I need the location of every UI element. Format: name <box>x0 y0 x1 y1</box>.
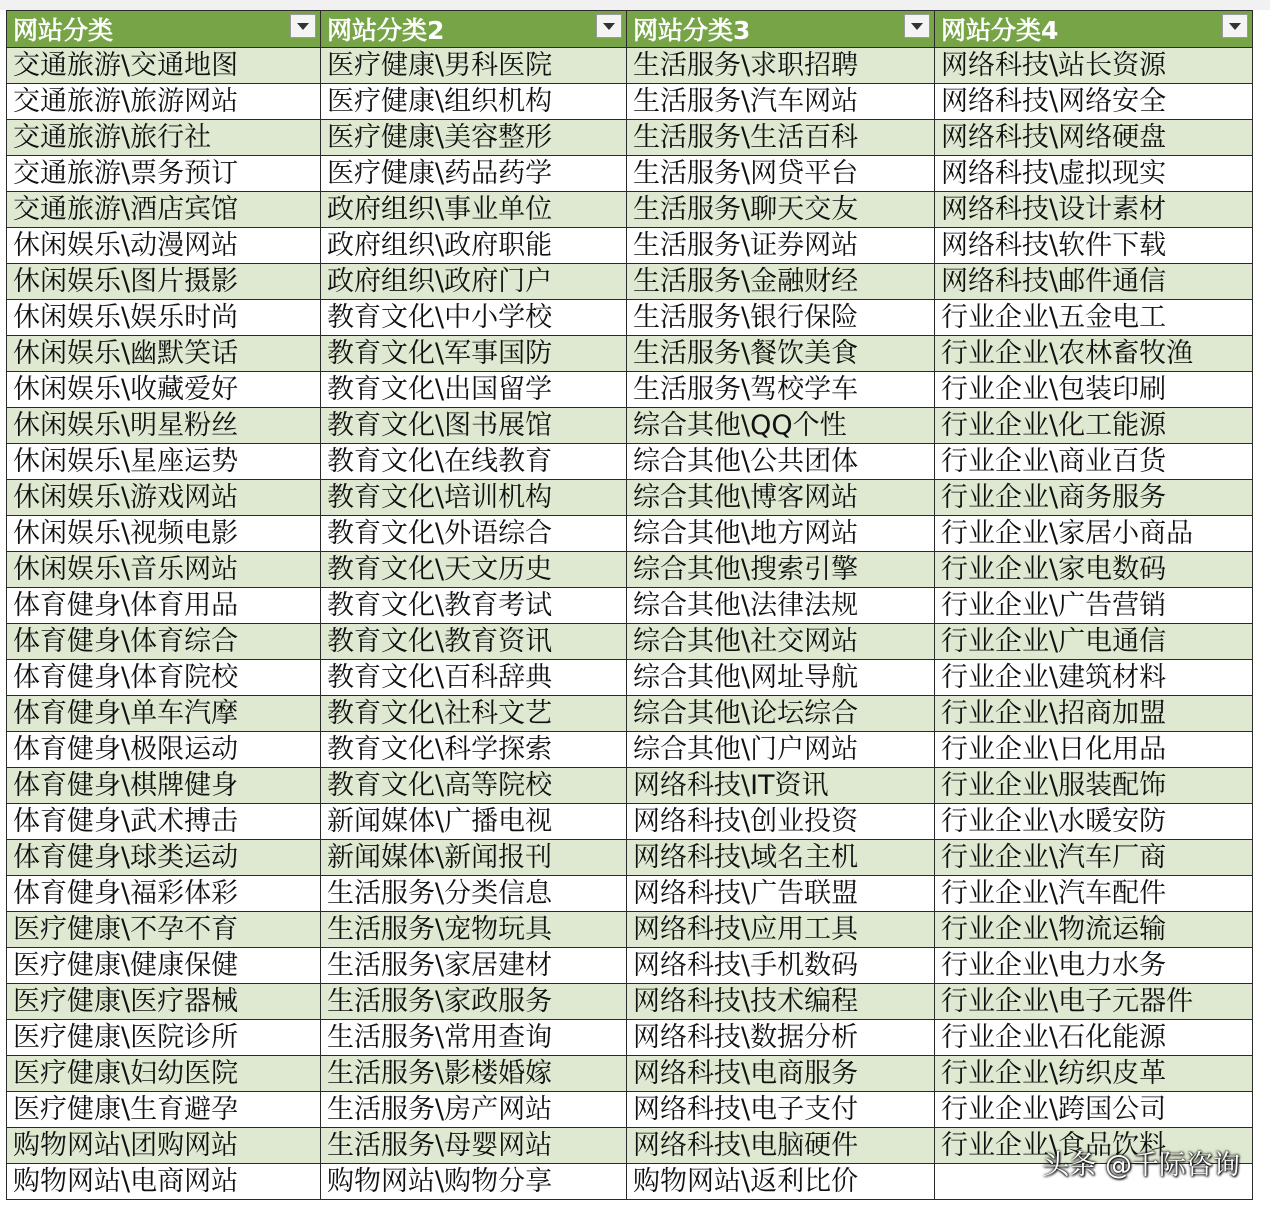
table-cell[interactable]: 综合其他\公共团体 <box>627 444 935 480</box>
table-cell[interactable]: 教育文化\外语综合 <box>321 516 627 552</box>
table-cell[interactable]: 医疗健康\药品药学 <box>321 156 627 192</box>
table-cell[interactable]: 行业企业\日化用品 <box>935 732 1253 768</box>
table-cell[interactable]: 综合其他\QQ个性 <box>627 408 935 444</box>
table-cell[interactable]: 行业企业\电子元器件 <box>935 984 1253 1020</box>
table-row <box>7 516 1253 552</box>
table-cell[interactable]: 交通旅游\旅行社 <box>7 120 321 156</box>
table-cell[interactable]: 医疗健康\生育避孕 <box>7 1092 321 1128</box>
table-cell[interactable]: 网络科技\电商服务 <box>627 1056 935 1092</box>
table-cell[interactable]: 综合其他\博客网站 <box>627 480 935 516</box>
table-cell[interactable]: 休闲娱乐\视频电影 <box>7 516 321 552</box>
table-cell[interactable]: 教育文化\教育考试 <box>321 588 627 624</box>
table-row <box>7 588 1253 624</box>
table-cell[interactable]: 政府组织\事业单位 <box>321 192 627 228</box>
table-cell[interactable]: 体育健身\极限运动 <box>7 732 321 768</box>
table-cell[interactable]: 交通旅游\交通地图 <box>7 48 321 84</box>
table-cell[interactable]: 网络科技\广告联盟 <box>627 876 935 912</box>
table-cell[interactable]: 教育文化\中小学校 <box>321 300 627 336</box>
table-cell[interactable]: 网络科技\应用工具 <box>627 912 935 948</box>
table-row <box>7 552 1253 588</box>
table-row <box>7 444 1253 480</box>
table-row <box>7 840 1253 876</box>
table-cell[interactable]: 行业企业\化工能源 <box>935 408 1253 444</box>
table-cell[interactable]: 网络科技\电脑硬件 <box>627 1128 935 1164</box>
table-cell[interactable]: 行业企业\商业百货 <box>935 444 1253 480</box>
table-cell[interactable]: 网络科技\数据分析 <box>627 1020 935 1056</box>
table-cell[interactable]: 生活服务\银行保险 <box>627 300 935 336</box>
table-row <box>7 48 1253 84</box>
chevron-down-icon <box>911 23 923 30</box>
table-cell[interactable]: 行业企业\纺织皮革 <box>935 1056 1253 1092</box>
table-row <box>7 1092 1253 1128</box>
header-cell-1 <box>7 11 321 48</box>
table-cell[interactable]: 休闲娱乐\幽默笑话 <box>7 336 321 372</box>
table-cell[interactable]: 综合其他\网址导航 <box>627 660 935 696</box>
filter-dropdown-button[interactable] <box>290 14 316 38</box>
table-cell[interactable]: 行业企业\广电通信 <box>935 624 1253 660</box>
table-cell[interactable]: 医疗健康\男科医院 <box>321 48 627 84</box>
table-cell[interactable]: 生活服务\证券网站 <box>627 228 935 264</box>
table-cell[interactable]: 网络科技\技术编程 <box>627 984 935 1020</box>
table-cell[interactable]: 行业企业\广告营销 <box>935 588 1253 624</box>
table-row <box>7 84 1253 120</box>
table-cell[interactable]: 生活服务\宠物玩具 <box>321 912 627 948</box>
category-table <box>6 10 1253 1200</box>
table-cell[interactable]: 综合其他\地方网站 <box>627 516 935 552</box>
table-row <box>7 1056 1253 1092</box>
header-cell-4 <box>935 11 1253 48</box>
table-cell[interactable]: 生活服务\汽车网站 <box>627 84 935 120</box>
table-cell[interactable]: 体育健身\福彩体彩 <box>7 876 321 912</box>
table-cell[interactable]: 网络科技\电子支付 <box>627 1092 935 1128</box>
table-cell[interactable]: 购物网站\返利比价 <box>627 1164 935 1200</box>
table-cell[interactable]: 体育健身\单车汽摩 <box>7 696 321 732</box>
table-cell[interactable]: 生活服务\驾校学车 <box>627 372 935 408</box>
table-cell[interactable]: 教育文化\高等院校 <box>321 768 627 804</box>
table-cell[interactable]: 生活服务\求职招聘 <box>627 48 935 84</box>
table-cell[interactable]: 行业企业\跨国公司 <box>935 1092 1253 1128</box>
table-body <box>7 48 1253 1200</box>
table-cell[interactable]: 医疗健康\美容整形 <box>321 120 627 156</box>
table-cell[interactable]: 医疗健康\健康保健 <box>7 948 321 984</box>
table-cell[interactable]: 体育健身\球类运动 <box>7 840 321 876</box>
table-cell[interactable]: 休闲娱乐\动漫网站 <box>7 228 321 264</box>
table-row <box>7 372 1253 408</box>
table-row <box>7 120 1253 156</box>
table-cell[interactable]: 休闲娱乐\明星粉丝 <box>7 408 321 444</box>
table-cell[interactable]: 行业企业\电力水务 <box>935 948 1253 984</box>
table-cell[interactable]: 新闻媒体\广播电视 <box>321 804 627 840</box>
table-row <box>7 264 1253 300</box>
header-label: 网站分类2 <box>327 16 445 45</box>
table-cell[interactable]: 体育健身\体育综合 <box>7 624 321 660</box>
table-cell[interactable]: 网络科技\设计素材 <box>935 192 1253 228</box>
table-cell[interactable]: 医疗健康\妇幼医院 <box>7 1056 321 1092</box>
filter-dropdown-button[interactable] <box>596 14 622 38</box>
table-cell[interactable]: 医疗健康\医疗器械 <box>7 984 321 1020</box>
table-cell[interactable]: 生活服务\餐饮美食 <box>627 336 935 372</box>
watermark-text: 头条 @千际咨询 <box>1042 1150 1240 1181</box>
filter-dropdown-button[interactable] <box>1222 14 1248 38</box>
table-row <box>7 1020 1253 1056</box>
table-cell[interactable]: 教育文化\在线教育 <box>321 444 627 480</box>
table-cell[interactable]: 综合其他\搜索引擎 <box>627 552 935 588</box>
table-cell[interactable]: 行业企业\水暖安防 <box>935 804 1253 840</box>
table-cell[interactable]: 综合其他\论坛综合 <box>627 696 935 732</box>
table-cell[interactable]: 体育健身\体育院校 <box>7 660 321 696</box>
table-cell[interactable]: 网络科技\手机数码 <box>627 948 935 984</box>
table-row <box>7 696 1253 732</box>
table-cell[interactable]: 教育文化\军事国防 <box>321 336 627 372</box>
table-cell[interactable]: 交通旅游\票务预订 <box>7 156 321 192</box>
table-cell[interactable]: 行业企业\食品饮料 <box>935 1128 1253 1164</box>
table-cell[interactable]: 休闲娱乐\星座运势 <box>7 444 321 480</box>
table-cell[interactable]: 教育文化\天文历史 <box>321 552 627 588</box>
filter-dropdown-button[interactable] <box>904 14 930 38</box>
table-row <box>7 804 1253 840</box>
table-cell[interactable]: 教育文化\图书展馆 <box>321 408 627 444</box>
table-cell[interactable]: 生活服务\网贷平台 <box>627 156 935 192</box>
table-cell[interactable]: 休闲娱乐\音乐网站 <box>7 552 321 588</box>
table-cell[interactable]: 网络科技\IT资讯 <box>627 768 935 804</box>
table-row <box>7 408 1253 444</box>
table-cell[interactable]: 综合其他\社交网站 <box>627 624 935 660</box>
table-row <box>7 912 1253 948</box>
table-row <box>7 192 1253 228</box>
header-cell-3 <box>627 11 935 48</box>
table-cell[interactable]: 医疗健康\不孕不育 <box>7 912 321 948</box>
table-cell[interactable]: 行业企业\农林畜牧渔 <box>935 336 1253 372</box>
table-cell[interactable]: 生活服务\常用查询 <box>321 1020 627 1056</box>
header-label: 网站分类 <box>13 16 114 45</box>
table-cell[interactable]: 休闲娱乐\图片摄影 <box>7 264 321 300</box>
header-label: 网站分类4 <box>941 16 1059 45</box>
table-cell[interactable]: 教育文化\社科文艺 <box>321 696 627 732</box>
header-row <box>7 11 1253 48</box>
table-cell[interactable]: 网络科技\网络安全 <box>935 84 1253 120</box>
table-cell[interactable]: 休闲娱乐\娱乐时尚 <box>7 300 321 336</box>
chevron-down-icon <box>603 23 615 30</box>
table-cell[interactable]: 政府组织\政府门户 <box>321 264 627 300</box>
table-cell[interactable]: 网络科技\软件下载 <box>935 228 1253 264</box>
table-row <box>7 300 1253 336</box>
table-cell[interactable]: 交通旅游\旅游网站 <box>7 84 321 120</box>
table-cell[interactable]: 行业企业\商务服务 <box>935 480 1253 516</box>
table-cell[interactable]: 行业企业\招商加盟 <box>935 696 1253 732</box>
table-cell[interactable]: 体育健身\体育用品 <box>7 588 321 624</box>
table-cell[interactable]: 休闲娱乐\游戏网站 <box>7 480 321 516</box>
table-row <box>7 984 1253 1020</box>
table-cell[interactable]: 生活服务\生活百科 <box>627 120 935 156</box>
table-row <box>7 660 1253 696</box>
table-cell[interactable]: 行业企业\汽车配件 <box>935 876 1253 912</box>
table-cell[interactable]: 综合其他\法律法规 <box>627 588 935 624</box>
sheet-top-strip <box>0 0 1270 10</box>
table-cell[interactable]: 行业企业\石化能源 <box>935 1020 1253 1056</box>
table-cell[interactable]: 行业企业\五金电工 <box>935 300 1253 336</box>
table-row <box>7 768 1253 804</box>
table-cell[interactable]: 行业企业\服装配饰 <box>935 768 1253 804</box>
table-cell[interactable]: 教育文化\培训机构 <box>321 480 627 516</box>
table-cell[interactable]: 行业企业\家电数码 <box>935 552 1253 588</box>
table-cell[interactable]: 生活服务\家居建材 <box>321 948 627 984</box>
table-cell[interactable]: 网络科技\域名主机 <box>627 840 935 876</box>
table-cell[interactable]: 购物网站\电商网站 <box>7 1164 321 1200</box>
table-cell[interactable]: 网络科技\邮件通信 <box>935 264 1253 300</box>
table-cell[interactable]: 新闻媒体\新闻报刊 <box>321 840 627 876</box>
table-cell[interactable]: 交通旅游\酒店宾馆 <box>7 192 321 228</box>
table-row <box>7 732 1253 768</box>
table-cell[interactable]: 网络科技\虚拟现实 <box>935 156 1253 192</box>
table-cell[interactable]: 生活服务\家政服务 <box>321 984 627 1020</box>
table-cell[interactable]: 购物网站\团购网站 <box>7 1128 321 1164</box>
table-cell[interactable]: 政府组织\政府职能 <box>321 228 627 264</box>
table-cell[interactable]: 行业企业\家居小商品 <box>935 516 1253 552</box>
table-cell[interactable]: 医疗健康\医院诊所 <box>7 1020 321 1056</box>
table-cell[interactable]: 行业企业\汽车厂商 <box>935 840 1253 876</box>
table-cell[interactable]: 生活服务\母婴网站 <box>321 1128 627 1164</box>
table-cell[interactable]: 生活服务\房产网站 <box>321 1092 627 1128</box>
table-cell[interactable]: 行业企业\建筑材料 <box>935 660 1253 696</box>
table-row <box>7 948 1253 984</box>
table-row <box>7 876 1253 912</box>
table-cell[interactable]: 网络科技\网络硬盘 <box>935 120 1253 156</box>
header-cell-2 <box>321 11 627 48</box>
table-cell[interactable]: 网络科技\创业投资 <box>627 804 935 840</box>
table-cell[interactable]: 生活服务\金融财经 <box>627 264 935 300</box>
table-cell[interactable]: 行业企业\物流运输 <box>935 912 1253 948</box>
table-row <box>7 156 1253 192</box>
header-label: 网站分类3 <box>633 16 751 45</box>
table-row <box>7 336 1253 372</box>
table-cell[interactable]: 教育文化\教育资讯 <box>321 624 627 660</box>
table-cell[interactable]: 教育文化\百科辞典 <box>321 660 627 696</box>
table-cell[interactable]: 体育健身\武术搏击 <box>7 804 321 840</box>
table-cell[interactable]: 体育健身\棋牌健身 <box>7 768 321 804</box>
table-cell[interactable]: 医疗健康\组织机构 <box>321 84 627 120</box>
chevron-down-icon <box>1229 23 1241 30</box>
table-cell[interactable]: 网络科技\站长资源 <box>935 48 1253 84</box>
table-cell[interactable]: 生活服务\分类信息 <box>321 876 627 912</box>
table-cell[interactable]: 行业企业\包装印刷 <box>935 372 1253 408</box>
table-cell[interactable]: 综合其他\门户网站 <box>627 732 935 768</box>
table-row <box>7 624 1253 660</box>
table-cell[interactable]: 购物网站\购物分享 <box>321 1164 627 1200</box>
table-cell[interactable]: 生活服务\聊天交友 <box>627 192 935 228</box>
table-cell[interactable]: 教育文化\出国留学 <box>321 372 627 408</box>
table-cell[interactable]: 教育文化\科学探索 <box>321 732 627 768</box>
table-cell[interactable]: 生活服务\影楼婚嫁 <box>321 1056 627 1092</box>
chevron-down-icon <box>297 23 309 30</box>
table-row <box>7 228 1253 264</box>
table-cell[interactable]: 休闲娱乐\收藏爱好 <box>7 372 321 408</box>
table-row <box>7 480 1253 516</box>
